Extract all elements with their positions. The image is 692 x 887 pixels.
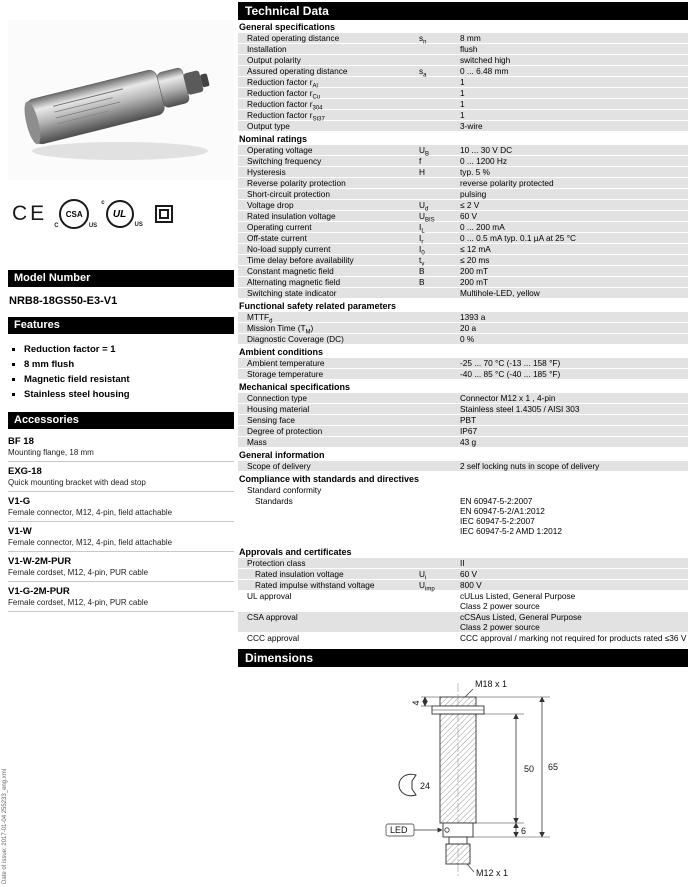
spec-value: 200 mT xyxy=(460,266,489,276)
spec-label: Housing material xyxy=(247,404,310,414)
product-photo-svg xyxy=(8,20,234,180)
spec-row xyxy=(238,222,688,235)
spec-row xyxy=(238,404,688,414)
spec-row xyxy=(238,358,688,368)
spec-label: Mission Time $(T_M)$ xyxy=(247,323,314,336)
spec-value: Multihole-LED, yellow xyxy=(460,288,540,298)
spec-label: CCC approval xyxy=(247,633,300,643)
spec-row xyxy=(238,415,688,425)
section-title: Nominal ratings xyxy=(238,132,688,145)
spec-row xyxy=(238,110,688,123)
spec-value: 8 mm xyxy=(460,33,481,43)
spec-label: Standard conformity xyxy=(247,485,322,495)
spec-symbol: $U_d$ xyxy=(419,200,429,213)
spec-symbol: B xyxy=(419,277,425,287)
spec-symbol: $U_{imp}$ xyxy=(419,580,435,593)
spec-row xyxy=(238,393,688,403)
section-title: Mechanical specifications xyxy=(238,380,688,393)
section-title: General information xyxy=(238,448,688,461)
spec-symbol: $I_0$ xyxy=(419,244,425,257)
spec-row xyxy=(238,485,688,495)
led-label: LED xyxy=(390,825,408,835)
csa-label: CSA xyxy=(65,209,83,219)
spec-value: 10 ... 30 V DC xyxy=(460,145,513,155)
spec-row xyxy=(238,189,688,199)
spec-label: Short-circuit protection xyxy=(247,189,331,199)
spec-value: 200 mT xyxy=(460,277,489,287)
accessory-name: V1-G xyxy=(8,496,31,507)
spec-label: Diagnostic Coverage (DC) xyxy=(247,334,344,344)
spec-label: Degree of protection xyxy=(247,426,323,436)
spec-value: pulsing xyxy=(460,189,487,199)
accessory-name: V1-W-2M-PUR xyxy=(8,556,72,567)
tech-section xyxy=(238,132,688,298)
spec-value: IP67 xyxy=(460,426,478,436)
spec-label: $MTTF_d$ xyxy=(247,312,273,325)
left-column xyxy=(8,0,234,612)
spec-value: Stainless steel 1.4305 / AISI 303 xyxy=(460,404,580,414)
spec-label: Ambient temperature xyxy=(247,358,325,368)
spec-row xyxy=(238,167,688,177)
spec-label: Output polarity xyxy=(247,55,301,65)
protection-class-ii-icon xyxy=(155,205,173,223)
spec-row xyxy=(238,77,688,90)
spec-label: Reduction factor $r_{Cu}$ xyxy=(247,88,321,101)
spec-label: Rated operating distance xyxy=(247,33,340,43)
spec-row xyxy=(238,55,688,65)
shadow xyxy=(32,142,208,160)
spec-symbol xyxy=(418,404,458,414)
product-photo xyxy=(8,20,234,180)
spec-row xyxy=(238,437,688,447)
m18-label: M18 x 1 xyxy=(475,679,508,689)
technical-data-header: Technical Data xyxy=(238,2,688,20)
dimension-drawing xyxy=(328,675,688,887)
spec-label: Rated insulation voltage xyxy=(255,569,344,579)
spec-label: Mass xyxy=(247,437,267,447)
spec-value: EN 60947-5-2:2007 EN 60947-5-2/A1:2012 IEC 60947-5-2:2007 IEC 60947-5-2 AMD 1:2012 xyxy=(460,496,562,536)
spec-label: Reverse polarity protection xyxy=(247,178,346,188)
spec-symbol: $I_r$ xyxy=(419,233,424,246)
spec-row xyxy=(238,312,688,325)
spec-symbol xyxy=(418,323,458,333)
spec-label: Rated insulation voltage xyxy=(247,211,336,221)
spec-value: flush xyxy=(460,44,478,54)
spec-label: No-load supply current xyxy=(247,244,331,254)
csa-mark-icon xyxy=(54,199,98,229)
spec-symbol xyxy=(418,178,458,188)
spec-value: Connector M12 x 1 , 4-pin xyxy=(460,393,556,403)
spec-row xyxy=(238,277,688,287)
spec-value: ≤ 20 ms xyxy=(460,255,490,265)
dimensions-header: Dimensions xyxy=(238,649,688,667)
right-column xyxy=(238,2,688,887)
spec-row xyxy=(238,496,688,536)
spec-label: Switching frequency xyxy=(247,156,322,166)
spec-row xyxy=(238,612,688,632)
spec-value: 1 xyxy=(460,77,465,87)
spec-value: 1 xyxy=(460,88,465,98)
spec-value: typ. 5 % xyxy=(460,167,490,177)
spec-symbol xyxy=(418,99,458,109)
section-title: General specifications xyxy=(238,20,688,33)
spec-value: 60 V xyxy=(460,211,478,221)
sensor-barrel xyxy=(25,69,166,146)
spec-symbol xyxy=(418,121,458,131)
feature-item: ▪ Stainless steel housing xyxy=(24,387,234,402)
dimension-drawing-svg xyxy=(328,675,608,883)
accessory-desc: Quick mounting bracket with dead stop xyxy=(8,477,234,492)
spec-symbol xyxy=(418,591,458,611)
spec-row xyxy=(238,323,688,336)
certification-marks xyxy=(8,196,234,232)
spec-label: Alternating magnetic field xyxy=(247,277,341,287)
spec-symbol xyxy=(418,44,458,54)
dim-6-label: 6 xyxy=(521,826,527,836)
tech-section xyxy=(238,299,688,344)
spec-label: Scope of delivery xyxy=(247,461,311,471)
spec-symbol xyxy=(418,558,458,568)
spec-symbol: $U_{BIS}$ xyxy=(419,211,435,224)
feature-item: ▪ Reduction factor = 1 xyxy=(24,342,234,357)
spec-row xyxy=(238,266,688,276)
spec-row xyxy=(238,461,688,471)
accessory-desc: Female cordset, M12, 4-pin, PUR cable xyxy=(8,597,234,612)
threaded-barrel xyxy=(440,714,476,823)
dim-65-label: 65 xyxy=(548,762,559,772)
spec-symbol xyxy=(418,77,458,87)
ul-label: UL xyxy=(106,200,134,228)
spec-row xyxy=(238,580,688,593)
accessory-desc: Mounting flange, 18 mm xyxy=(8,447,234,462)
spec-row xyxy=(238,33,688,46)
accessory-name: BF 18 xyxy=(8,436,34,447)
spec-symbol xyxy=(418,461,458,471)
spec-value: switched high xyxy=(460,55,511,65)
spec-label: Protection class xyxy=(247,558,306,568)
section-title: Functional safety related parameters xyxy=(238,299,688,312)
spec-symbol xyxy=(418,110,458,120)
spec-label: Rated impulse withstand voltage xyxy=(255,580,375,590)
spec-value: -25 ... 70 °C (-13 ... 158 °F) xyxy=(460,358,561,368)
spec-label: CSA approval xyxy=(247,612,298,622)
spec-row xyxy=(238,633,688,643)
m12-label: M12 x 1 xyxy=(476,868,509,878)
spec-row xyxy=(238,145,688,158)
spec-value: 0 % xyxy=(460,334,475,344)
accessories-list xyxy=(8,436,234,612)
spec-symbol xyxy=(418,334,458,344)
accessory-desc: Female connector, M12, 4-pin, field attachable xyxy=(8,537,234,552)
technical-sections xyxy=(238,20,688,643)
section-title: Compliance with standards and directives xyxy=(238,472,688,485)
ul-us-label: US xyxy=(134,222,143,228)
section-title: Ambient conditions xyxy=(238,345,688,358)
spec-value: 60 V xyxy=(460,569,478,579)
accessory-name: EXG-18 xyxy=(8,466,42,477)
feature-item: ▪ 8 mm flush xyxy=(24,357,234,372)
tech-section xyxy=(238,545,688,643)
led-dot xyxy=(445,828,449,832)
spec-label: Voltage drop xyxy=(247,200,294,210)
spec-symbol xyxy=(418,612,458,632)
ce-mark-icon: CE xyxy=(12,202,48,225)
spec-symbol: $I_L$ xyxy=(419,222,425,235)
spec-symbol xyxy=(418,358,458,368)
accessory-desc: Female connector, M12, 4-pin, field attachable xyxy=(8,507,234,522)
spec-value: PBT xyxy=(460,415,477,425)
side-note: Date of issue: 2017-01-04 255233_eng.xml xyxy=(2,768,8,884)
spec-label: Reduction factor $r_{304}$ xyxy=(247,99,323,112)
spec-value: CCC approval / marking not required for products rated ≤36 V xyxy=(460,633,687,643)
spec-label: Constant magnetic field xyxy=(247,266,334,276)
spec-label: Assured operating distance xyxy=(247,66,348,76)
spec-value: 0 ... 1200 Hz xyxy=(460,156,508,166)
spec-value: 43 g xyxy=(460,437,477,447)
spec-value: reverse polarity protected xyxy=(460,178,554,188)
spec-row xyxy=(238,211,688,224)
spec-label: Switching state indicator xyxy=(247,288,337,298)
ul-c-label: c xyxy=(101,200,105,206)
spec-row xyxy=(238,334,688,344)
spec-label: Installation xyxy=(247,44,287,54)
spec-symbol xyxy=(418,55,458,65)
csa-c-label: C xyxy=(54,223,59,229)
spec-symbol xyxy=(418,393,458,403)
accessory-name: V1-G-2M-PUR xyxy=(8,586,70,597)
spec-label: Off-state current xyxy=(247,233,307,243)
spec-row xyxy=(238,233,688,246)
csa-us-label: US xyxy=(88,223,98,229)
features-header: Features xyxy=(8,317,234,334)
spec-symbol xyxy=(418,485,458,495)
wrench-icon xyxy=(399,774,416,795)
spec-row xyxy=(238,156,688,166)
spec-label: UL approval xyxy=(247,591,292,601)
spec-label: Time delay before availability xyxy=(247,255,354,265)
spec-label: Operating current xyxy=(247,222,312,232)
tech-section xyxy=(238,448,688,471)
spec-row xyxy=(238,558,688,568)
spec-symbol: B xyxy=(419,266,425,276)
spec-symbol xyxy=(418,437,458,447)
spec-symbol: $U_B$ xyxy=(419,145,430,158)
spec-value: ≤ 2 V xyxy=(460,200,480,210)
spec-value: 3-wire xyxy=(460,121,483,131)
spec-row xyxy=(238,44,688,54)
spec-symbol xyxy=(418,189,458,199)
spec-label: Hysteresis xyxy=(247,167,286,177)
section-title: Approvals and certificates xyxy=(238,545,688,558)
m12-thread xyxy=(446,844,470,864)
model-number-value: NRB8-18GS50-E3-V1 xyxy=(9,295,118,307)
spec-value: 20 a xyxy=(460,323,477,333)
spec-symbol: $U_i$ xyxy=(419,569,427,582)
dim-4-label: 4 xyxy=(411,700,421,706)
spec-row xyxy=(238,178,688,188)
spec-row xyxy=(238,426,688,436)
spec-value: 1 xyxy=(460,99,465,109)
tech-section xyxy=(238,20,688,131)
spec-symbol xyxy=(418,312,458,322)
spec-symbol xyxy=(418,415,458,425)
spec-label: Operating voltage xyxy=(247,145,313,155)
spec-value: -40 ... 85 °C (-40 ... 185 °F) xyxy=(460,369,561,379)
spec-row xyxy=(238,66,688,79)
spec-value xyxy=(458,485,688,495)
features-list xyxy=(8,342,234,402)
spec-symbol: H xyxy=(419,167,425,177)
spec-symbol xyxy=(418,369,458,379)
spec-row xyxy=(238,88,688,101)
top-thread xyxy=(440,697,476,706)
spec-label: Standards xyxy=(255,496,293,506)
spec-label: Reduction factor $r_{St37}$ xyxy=(247,110,325,123)
model-number-header: Model Number xyxy=(8,270,234,287)
accessories-header: Accessories xyxy=(8,412,234,429)
spec-symbol xyxy=(418,288,458,298)
spec-label: Storage temperature xyxy=(247,369,324,379)
spec-symbol: $s_a$ xyxy=(419,66,427,79)
spec-symbol: $s_n$ xyxy=(419,33,427,46)
spec-row xyxy=(238,200,688,213)
spec-label: Sensing face xyxy=(247,415,295,425)
spec-symbol: f xyxy=(419,156,422,166)
feature-item: ▪ Magnetic field resistant xyxy=(24,372,234,387)
spec-row xyxy=(238,121,688,131)
tech-section xyxy=(238,345,688,379)
spec-value: 0 ... 200 mA xyxy=(460,222,505,232)
spec-value: 1393 a xyxy=(460,312,486,322)
spec-row xyxy=(238,255,688,268)
spec-symbol xyxy=(418,88,458,98)
spec-symbol: $t_v$ xyxy=(419,255,425,268)
spec-value: 0 ... 6.48 mm xyxy=(460,66,509,76)
spec-label: Reduction factor $r_{Al}$ xyxy=(247,77,318,90)
tech-section xyxy=(238,472,688,536)
spec-row xyxy=(238,591,688,611)
tech-section xyxy=(238,380,688,447)
spec-row xyxy=(238,569,688,582)
accessory-name: V1-W xyxy=(8,526,32,537)
wrench-size-label: 24 xyxy=(420,781,431,791)
spec-value: cULus Listed, General Purpose Class 2 power source xyxy=(460,591,576,611)
spec-value: 2 self locking nuts in scope of delivery xyxy=(460,461,600,471)
ul-mark-icon xyxy=(101,200,143,228)
accessory-desc: Female cordset, M12, 4-pin, PUR cable xyxy=(8,567,234,582)
spec-row xyxy=(238,369,688,379)
spec-value: II xyxy=(460,558,465,568)
spec-symbol xyxy=(418,496,458,536)
connector-neck xyxy=(449,837,467,844)
spec-value: ≤ 12 mA xyxy=(460,244,491,254)
spec-value: 800 V xyxy=(460,580,482,590)
dim-50-label: 50 xyxy=(524,764,535,774)
spec-row xyxy=(238,244,688,257)
spec-value: 0 ... 0.5 mA typ. 0.1 µA at 25 °C xyxy=(460,233,577,243)
spec-label: Connection type xyxy=(247,393,307,403)
spec-label: Output type xyxy=(247,121,290,131)
spec-row xyxy=(238,288,688,298)
spec-symbol xyxy=(418,633,458,643)
spec-value: cCSAus Listed, General Purpose Class 2 power source xyxy=(460,612,582,632)
spec-symbol xyxy=(418,426,458,436)
spec-value: 1 xyxy=(460,110,465,120)
spec-row xyxy=(238,99,688,112)
